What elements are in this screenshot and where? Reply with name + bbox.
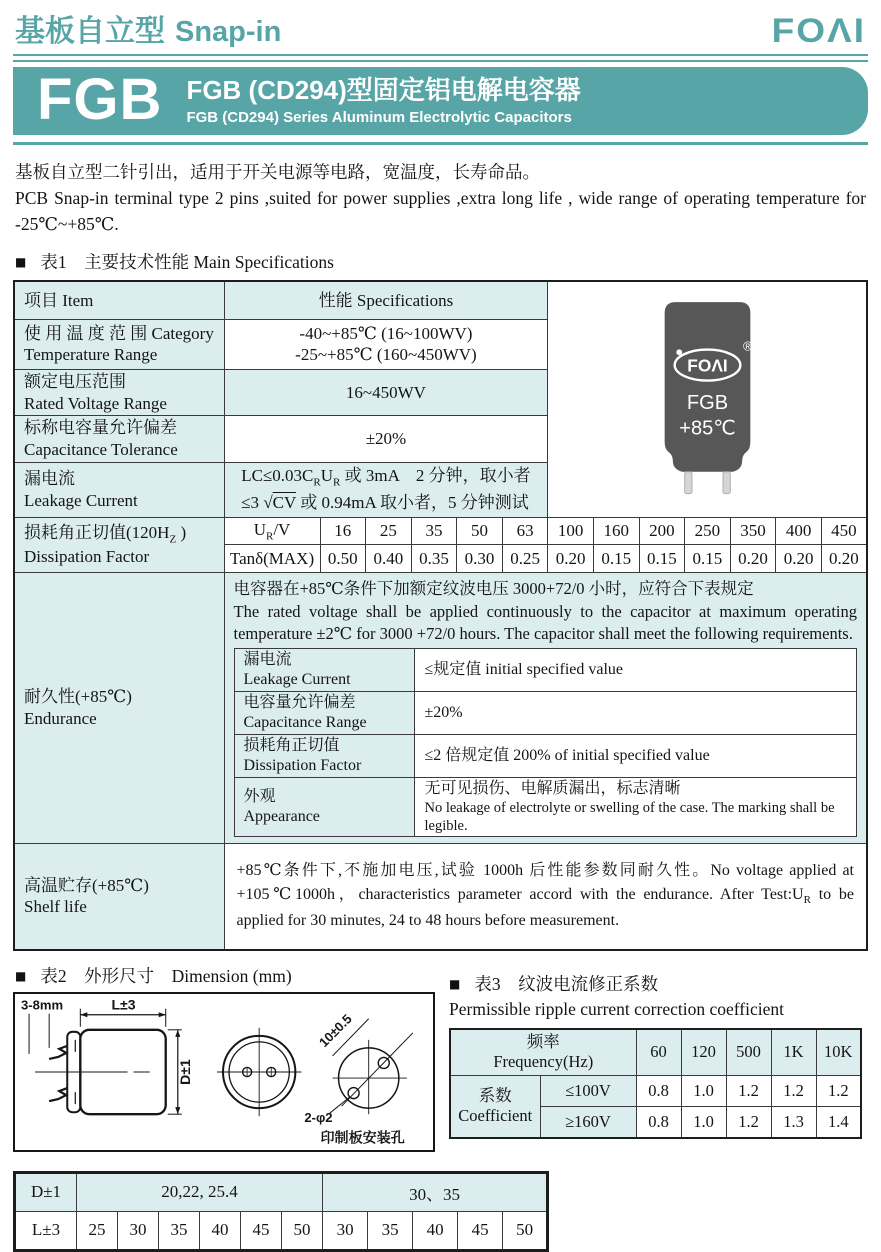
inner-dissipation-label: 损耗角正切值 Dissipation Factor [234, 734, 414, 777]
dimension-section [13, 963, 435, 1152]
length-cell: 35 [368, 1211, 413, 1250]
mounting-hole-caption: 印制板安装孔 [320, 1128, 405, 1145]
tan-cell: 0.20 [776, 545, 822, 573]
voltage-cell: 200 [639, 517, 685, 544]
tan-cell: 0.35 [411, 545, 457, 573]
diameter-group-2: 30、35 [323, 1172, 548, 1211]
intro-paragraph [15, 159, 866, 238]
tolerance-label-en: Capacitance Tolerance [24, 440, 178, 459]
table1-heading-text: 表1 主要技术性能 Main Specifications [40, 252, 334, 273]
leakage-label [14, 462, 224, 517]
dimension-drawing-box [13, 992, 435, 1152]
capacitor-reg-mark: ® [742, 338, 753, 354]
length-cell: 35 [159, 1211, 200, 1250]
endurance-label [14, 573, 224, 844]
inner-dissipation-value: ≤2 倍规定值 200% of initial specified value [414, 734, 857, 777]
table3-heading [449, 971, 868, 996]
length-cell: 40 [413, 1211, 458, 1250]
tan-cell: 0.15 [685, 545, 731, 573]
temp-range-label [14, 319, 224, 369]
frequency-header: 频率 Frequency(Hz) [450, 1029, 636, 1076]
square-bullet-icon: ■ [15, 255, 27, 270]
square-bullet-icon: ■ [449, 976, 461, 991]
tolerance-value: ±20% [224, 416, 548, 463]
inner-leakage-label: 漏电流 Leakage Current [234, 648, 414, 691]
length-dim-label: L±3 [111, 996, 136, 1013]
table3-heading-cn: 表3 纹波电流修正系数 [474, 973, 659, 994]
coefficient-header: 系数 Coefficient [450, 1076, 540, 1138]
square-bullet-icon: ■ [15, 968, 27, 983]
table1-heading [15, 249, 868, 274]
inner-capacitance-label: 电容量允许偏差 Capacitance Range [234, 691, 414, 734]
capacitor-logo-text: FOΛI [686, 355, 728, 376]
length-cell: 30 [323, 1211, 368, 1250]
voltage-cell: 25 [366, 517, 412, 544]
coeff-cell: 1.4 [816, 1107, 861, 1138]
capacitor-logo-dot [676, 349, 682, 355]
length-cell: 50 [282, 1211, 323, 1250]
masthead [13, 8, 868, 51]
main-specifications-table [13, 280, 868, 950]
tan-cell: 0.15 [593, 545, 639, 573]
size-combination-table [13, 1171, 549, 1252]
endurance-inner-table [234, 648, 858, 837]
ur-v-header: $U_R/V$ [224, 517, 320, 544]
length-cell: 45 [458, 1211, 503, 1250]
freq-col-header: 10K [816, 1029, 861, 1076]
tan-cell: 0.30 [457, 545, 503, 573]
hole-count-label: 2-φ2 [304, 1109, 333, 1125]
coeff-cell: 1.0 [681, 1076, 726, 1107]
leakage-formula-line1: $LC\le 0.03C_RU_R$ 或 3mA 2 分钟，取小者 [241, 465, 531, 489]
leakage-formula-line2: ≤3 √CV 或 0.94mA 取小者，5 分钟测试 [241, 493, 529, 513]
tan-cell: 0.20 [730, 545, 776, 573]
length-row-label: L±3 [15, 1211, 77, 1250]
shelf-life-label-en: Shelf life [24, 897, 87, 917]
capacitor-body [664, 302, 750, 472]
voltage-cell: 250 [685, 517, 731, 544]
freq-col-header: 60 [636, 1029, 681, 1076]
intro-cn: 基板自立型二针引出，适用于开关电源等电路，宽温度，长寿命品。 [15, 161, 540, 182]
diameter-group-1: 20,22, 25.4 [77, 1172, 323, 1211]
series-titles [186, 76, 580, 126]
shelf-life-paragraph: +85℃条件下,不施加电压,试验 1000h 后性能参数同耐久性。No voltage applied at +105℃1000h，characteristics parameter accord with the endurance. After $Test:U_R$ to be applied for 30 minutes, 24 to 48 hours before measurement. [236, 862, 855, 930]
tan-cell: 0.50 [320, 545, 366, 573]
capacitor-series-text: FGB [686, 391, 728, 414]
page-title [15, 15, 281, 49]
leakage-label-en: Leakage Current [24, 490, 138, 510]
series-banner [13, 67, 868, 135]
capacitor-photo [630, 295, 785, 499]
tan-cell: 0.20 [548, 545, 594, 573]
temp-range-value-2: -25~+85℃ (160~450WV) [295, 345, 477, 365]
series-title-cn: FGB (CD294)型固定铝电解电容器 [186, 75, 581, 106]
pitch-dim-label: 10±0.5 [315, 1010, 355, 1050]
length-cell: 25 [77, 1211, 118, 1250]
header-rule [13, 54, 868, 62]
tan-cell: 0.20 [821, 545, 867, 573]
coeff-cell: 1.2 [726, 1076, 771, 1107]
shelf-life-label [14, 844, 224, 950]
page-title-cn: 基板自立型 [15, 15, 165, 49]
voltage-cell: 400 [776, 517, 822, 544]
coeff-cell: 1.3 [771, 1107, 816, 1138]
tolerance-label-cn: 标称电容量允许偏差 [24, 418, 177, 438]
freq-col-header: 120 [681, 1029, 726, 1076]
dissipation-label [14, 517, 224, 572]
voltage-cell: 350 [730, 517, 776, 544]
tan-cell: 0.15 [639, 545, 685, 573]
diameter-row-label: D±1 [15, 1172, 77, 1211]
coeff-cell: 1.2 [771, 1076, 816, 1107]
page-title-en: Snap-in [175, 16, 282, 49]
length-cell: 45 [241, 1211, 282, 1250]
shelf-life-content [224, 844, 867, 950]
coeff-cell: 1.0 [681, 1107, 726, 1138]
banner-rule [13, 142, 868, 145]
inner-appearance-value: 无可见损伤、电解质漏出，标志清晰 No leakage of electrolyte or swelling of the case. The marking shall be legible. [414, 777, 857, 836]
voltage-cell: 35 [411, 517, 457, 544]
table2-heading [15, 963, 435, 988]
table3-heading-en: Permissible ripple current correction coefficient [449, 998, 784, 1019]
header-spec-cell: 性能 Specifications [224, 281, 548, 319]
capacitor-pin-left [684, 471, 691, 493]
intro-en: PCB Snap-in terminal type 2 pins ,suited for power supplies ,extra long life , wide range of operating temperature for -25℃~+85℃. [15, 187, 866, 234]
dimension-drawing [15, 994, 433, 1150]
brand-logo: FOΛI [771, 11, 866, 50]
temp-range-value [224, 319, 548, 369]
voltage-condition: ≥160V [540, 1107, 636, 1138]
freq-col-header: 1K [771, 1029, 816, 1076]
voltage-condition: ≤100V [540, 1076, 636, 1107]
tolerance-label [14, 416, 224, 463]
tan-cell: 0.25 [502, 545, 548, 573]
lower-section [13, 963, 868, 1152]
voltage-cell: 63 [502, 517, 548, 544]
voltage-cell: 50 [457, 517, 503, 544]
length-cell: 30 [118, 1211, 159, 1250]
capacitor-pin-right [723, 471, 730, 493]
leakage-label-cn: 漏电流 [24, 468, 75, 488]
voltage-cell: 450 [821, 517, 867, 544]
rated-voltage-value: 16~450WV [224, 369, 548, 416]
coeff-cell: 1.2 [726, 1107, 771, 1138]
length-cell: 50 [503, 1211, 548, 1250]
diameter-dim-label: D±1 [176, 1058, 193, 1085]
dissipation-label-en: Dissipation Factor [24, 547, 150, 567]
header-item-cell: 项目 Item [14, 281, 224, 319]
voltage-cell: 160 [593, 517, 639, 544]
temp-range-value-1: -40~+85℃ (16~100WV) [299, 323, 473, 343]
ripple-coefficient-table [449, 1028, 862, 1139]
coeff-cell: 1.2 [816, 1076, 861, 1107]
inner-capacitance-value: ±20% [414, 691, 857, 734]
freq-col-header: 500 [726, 1029, 771, 1076]
tan-cell: 0.40 [366, 545, 412, 573]
endurance-label-en: Endurance [24, 709, 97, 729]
coeff-cell: 0.8 [636, 1076, 681, 1107]
dissipation-label-cn: 损耗角正切值($120H_Z$ ) [24, 522, 187, 546]
temp-range-label-en: Temperature Range [24, 345, 158, 365]
tan-delta-header: Tanδ(MAX) [224, 545, 320, 573]
capacitor-photo-cell [548, 281, 867, 517]
capacitor-temp-text: +85℃ [678, 416, 736, 439]
inner-leakage-value: ≤规定值 initial specified value [414, 648, 857, 691]
endurance-para-en: The rated voltage shall be applied continuously to the capacitor at maximum operating temperature ±2℃ for 3000 +72/0 hours. The capacitor shall meet the following requirements. [233, 602, 857, 644]
series-title-en: FGB (CD294) Series Aluminum Electrolytic Capacitors [186, 108, 572, 126]
length-cell: 40 [200, 1211, 241, 1250]
inner-appearance-label: 外观 Appearance [234, 777, 414, 836]
temp-range-label-cn: 使 用 温 度 范 围 Category [24, 323, 214, 343]
ripple-section [449, 963, 868, 1139]
rated-voltage-label [14, 369, 224, 416]
endurance-para-cn: 电容器在+85℃条件下加额定纹波电压 3000+72/0 小时，应符合下表规定 [233, 579, 754, 599]
table2-heading-text: 表2 外形尺寸 Dimension (mm) [40, 965, 292, 986]
rated-voltage-label-en: Rated Voltage Range [24, 393, 167, 413]
voltage-cell: 100 [548, 517, 594, 544]
series-code: FGB [37, 67, 163, 132]
coeff-cell: 0.8 [636, 1107, 681, 1138]
leakage-formula [224, 462, 548, 517]
endurance-content [224, 573, 867, 844]
voltage-cell: 16 [320, 517, 366, 544]
rated-voltage-label-cn: 额定电压范围 [24, 371, 126, 391]
pin-length-label: 3-8mm [21, 997, 64, 1013]
endurance-label-cn: 耐久性(+85℃) [24, 687, 132, 707]
shelf-life-label-cn: 高温贮存(+85℃) [24, 875, 149, 895]
